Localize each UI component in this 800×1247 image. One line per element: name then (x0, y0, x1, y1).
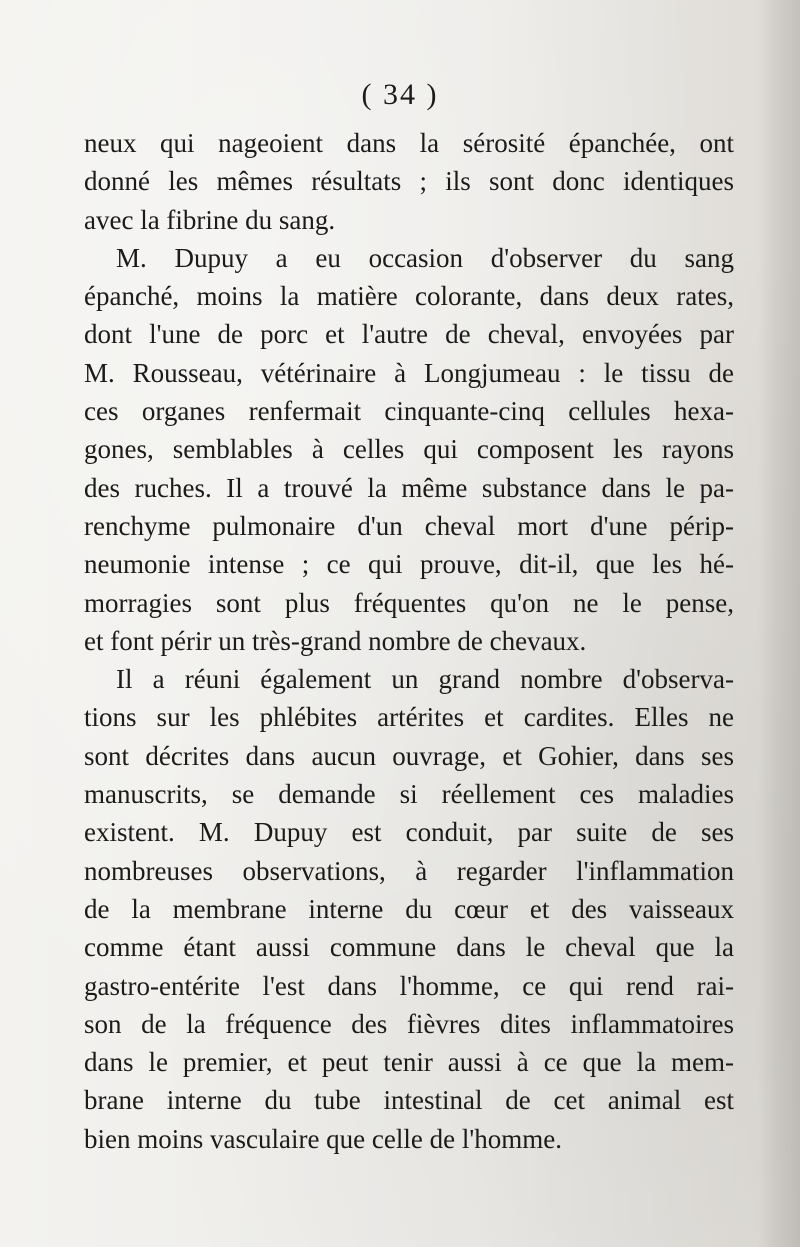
text-line: neux qui nageoient dans la sérosité épanchée, ont (84, 128, 734, 158)
text-line: manuscrits, se demande si réellement ces maladies (84, 779, 734, 810)
text-line: et font périr un très-grand nombre de chevaux. (84, 625, 587, 656)
text-line: nombreuses observations, à regarder l'inflammation (84, 855, 734, 886)
text-line: son de la fréquence des fièvres dites inflammatoires (84, 1008, 734, 1039)
text-line: M. Dupuy a eu occasion d'observer du sang (116, 242, 734, 273)
text-line: des ruches. Il a trouvé la même substance dans le pa- (84, 472, 734, 503)
text-line: tions sur les phlébites artérites et cardites. Elles ne (84, 702, 734, 733)
text-line: avec la fibrine du sang. (84, 204, 336, 235)
text-line: renchyme pulmonaire d'un cheval mort d'une périp- (84, 510, 734, 541)
text-line: M. Rousseau, vétérinaire à Longjumeau : le tissu de (84, 357, 734, 388)
page-number: ( 34 ) (361, 78, 439, 111)
text-line: dont l'une de porc et l'autre de cheval, envoyées par (84, 319, 734, 350)
text-line: Il a réuni également un grand nombre d'observa- (116, 664, 734, 695)
text-line: brane interne du tube intestinal de cet animal est (84, 1085, 734, 1116)
text-line: de la membrane interne du cœur et des vaisseaux (84, 893, 734, 924)
text-line: neumonie intense ; ce qui prouve, dit-il, que les hé- (84, 549, 734, 580)
text-line: existent. M. Dupuy est conduit, par suite de ses (84, 817, 734, 848)
text-line: comme étant aussi commune dans le cheval que la (84, 932, 734, 963)
text-line: sont décrites dans aucun ouvrage, et Gohier, dans ses (84, 740, 734, 771)
text-line: ces organes renfermait cinquante-cinq cellules hexa- (84, 396, 734, 427)
text-line: gones, semblables à celles qui composent les rayons (84, 434, 734, 465)
text-line: donné les mêmes résultats ; ils sont donc identiques (84, 166, 734, 197)
text-line: épanché, moins la matière colorante, dans deux rates, (84, 281, 734, 312)
text-line: dans le premier, et peut tenir aussi à ce que la mem- (84, 1047, 734, 1078)
body-text (84, 124, 734, 1158)
text-line: gastro-entérite l'est dans l'homme, ce qui rend rai- (84, 970, 734, 1001)
page-edge-shadow (758, 0, 800, 1247)
text-line: bien moins vasculaire que celle de l'homme. (84, 1123, 562, 1154)
text-line: morragies sont plus fréquentes qu'on ne le pense, (84, 587, 734, 618)
